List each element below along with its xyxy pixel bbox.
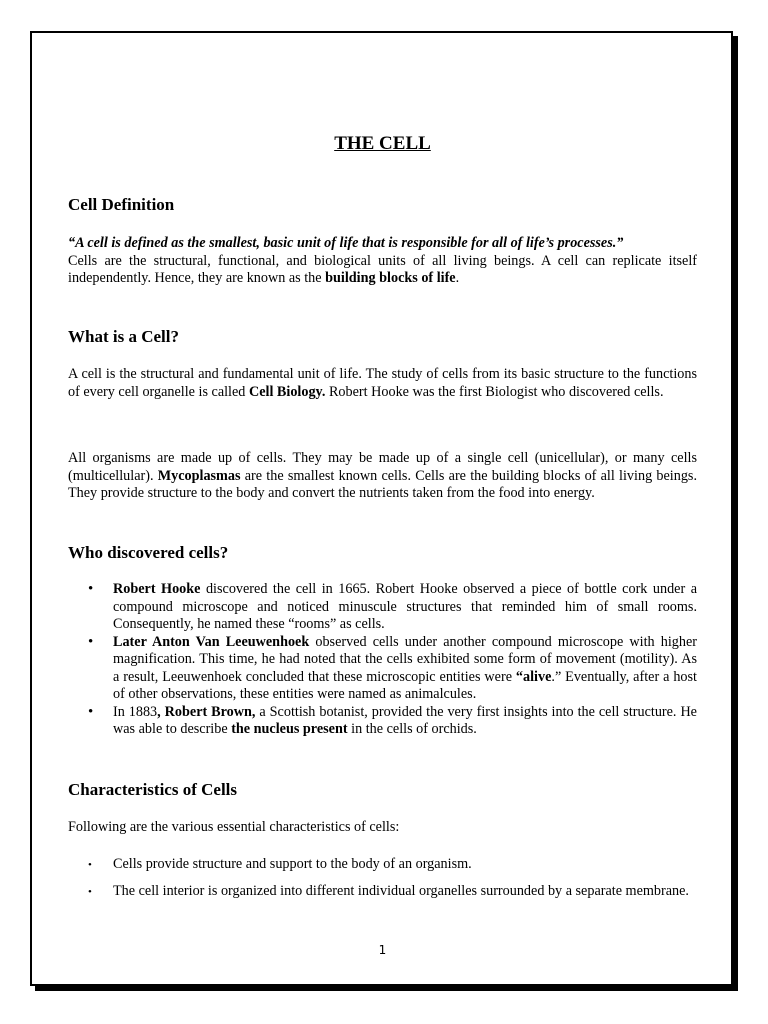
bullet-icon: • <box>88 633 94 650</box>
discovery-list <box>68 581 697 739</box>
item-text: a Scottish botanist, provided the very first insights into the cell structure. He was able to describe <box>113 703 697 737</box>
heading-cell-definition: Cell Definition <box>68 195 175 214</box>
definition-paragraph <box>68 235 697 288</box>
heading-what-is-cell: What is a Cell? <box>68 327 179 346</box>
item-text: The cell interior is organized into different individual organelles surrounded by a separate membrane. <box>113 882 689 899</box>
heading-who-discovered: Who discovered cells? <box>68 543 229 562</box>
item-text-2: .” Eventually, after a host of other observations, these entities were named as animalcules. <box>113 668 697 702</box>
what-is-p1-end: Robert Hooke was the first Biologist who discovered cells. <box>325 383 664 400</box>
item-bold: , Robert Brown, <box>157 703 256 720</box>
definition-text: Cells are the structural, functional, and biological units of all living beings. A cell can replicate itself independently. Hence, they are known as the <box>68 252 697 286</box>
what-is-p2-text: All organisms are made up of cells. They may be made up of a single cell (unicellular), or many cells (multicellular). <box>68 450 697 484</box>
definition-bold: building blocks of life <box>325 270 456 286</box>
characteristics-intro: Following are the various essential characteristics of cells: <box>68 819 400 835</box>
item-pre: In 1883 <box>113 703 158 720</box>
heading-characteristics: Characteristics of Cells <box>68 780 238 799</box>
list-item <box>68 581 697 634</box>
item-text: observed cells under another compound microscope with higher magnification. This time, he had noted that the cells exhibited some form of movement (motility). As a result, Leeuwenhoek concluded that these microscopic entities were <box>113 633 697 685</box>
item-bold: Later Anton Van Leeuwenhoek <box>113 633 310 650</box>
bullet-icon: • <box>88 703 94 720</box>
page-number: 1 <box>378 943 387 957</box>
item-bold-2: the nucleus present <box>231 721 348 737</box>
what-is-paragraph-2 <box>68 450 697 503</box>
item-text-2: in the cells of orchids. <box>347 721 477 737</box>
bullet-icon: • <box>88 885 92 898</box>
item-text: Cells provide structure and support to the body of an organism. <box>113 856 472 872</box>
item-text: discovered the cell in 1665. Robert Hooke observed a piece of bottle cork under a compound microscope and noticed minuscule structures that reminded him of small rooms. Consequently, he named these “rooms” as cells. <box>113 581 697 632</box>
definition-end: . <box>455 270 460 286</box>
document-page <box>30 31 733 986</box>
what-is-p2-end: are the smallest known cells. Cells are the building blocks of all living beings. They provide structure to the body and convert the nutrients taken from the food into energy. <box>68 467 697 501</box>
what-is-paragraph-1 <box>68 366 697 401</box>
list-item <box>68 856 697 874</box>
what-is-p2-bold: Mycoplasmas <box>157 467 241 484</box>
characteristics-list <box>68 856 697 909</box>
what-is-p1-bold: Cell Biology. <box>248 383 326 400</box>
definition-quote: “A cell is defined as the smallest, basic unit of life that is responsible for all of life’s processes.” <box>68 235 624 251</box>
list-item <box>68 634 697 704</box>
item-bold-2: “alive <box>515 668 552 685</box>
item-bold: Robert Hooke <box>113 581 201 597</box>
bullet-icon: • <box>88 859 92 871</box>
document-title: THE CELL <box>334 133 431 154</box>
what-is-p1-text: A cell is the structural and fundamental unit of life. The study of cells from its basic structure to the functions of every cell organelle is called <box>68 366 697 400</box>
list-item <box>68 883 697 901</box>
list-item <box>68 704 697 739</box>
bullet-icon: • <box>88 581 94 597</box>
